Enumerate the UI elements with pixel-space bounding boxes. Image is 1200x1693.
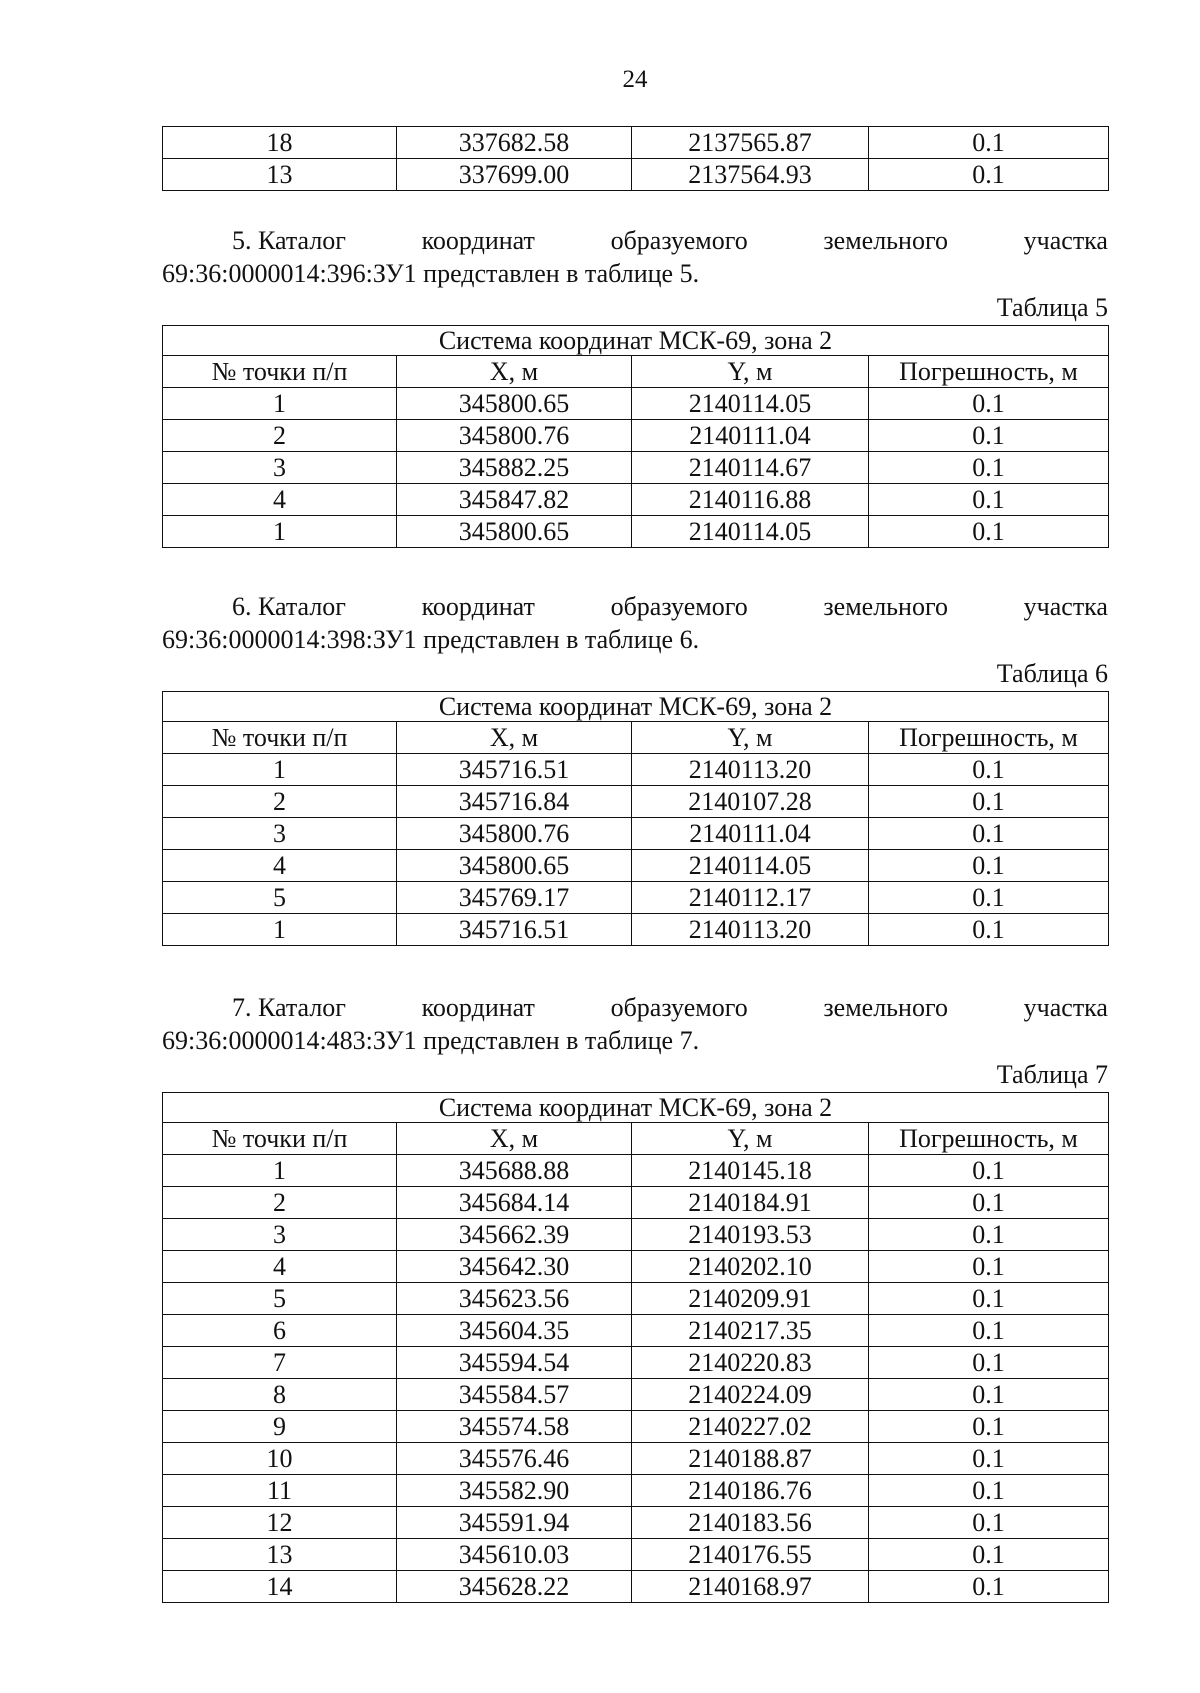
paragraph-word: 6. Каталог: [232, 592, 346, 621]
point-number-cell: 5: [163, 882, 397, 914]
table-row: [163, 420, 1109, 452]
paragraph-word: образуемого: [610, 592, 748, 621]
table-row: [163, 1251, 1109, 1283]
column-header: № точки п/п: [163, 722, 397, 754]
table-row: [163, 1411, 1109, 1443]
paragraph-line-2: 69:36:0000014:483:ЗУ1 представлен в таблице 7.: [162, 1026, 700, 1055]
coords-table-7: [162, 1092, 1109, 1603]
table-row: [163, 484, 1109, 516]
y-coordinate-cell: 2137564.93: [632, 159, 869, 191]
y-coordinate-cell: 2140114.67: [632, 452, 869, 484]
point-number-cell: 10: [163, 1443, 397, 1475]
y-coordinate-cell: 2140217.35: [632, 1315, 869, 1347]
x-coordinate-cell: 337682.58: [397, 127, 632, 159]
paragraph-word: координат: [421, 226, 535, 255]
accuracy-cell: 0.1: [869, 850, 1109, 882]
y-coordinate-cell: 2140176.55: [632, 1539, 869, 1571]
accuracy-cell: 0.1: [869, 1347, 1109, 1379]
accuracy-cell: 0.1: [869, 1251, 1109, 1283]
paragraph-word: координат: [421, 592, 535, 621]
point-number-cell: 8: [163, 1379, 397, 1411]
table-row: [163, 159, 1109, 191]
carry-table: [162, 126, 1109, 191]
table-row: [163, 388, 1109, 420]
x-coordinate-cell: 345610.03: [397, 1539, 632, 1571]
table-row: [163, 1539, 1109, 1571]
column-header: Погрешность, м: [869, 722, 1109, 754]
accuracy-cell: 0.1: [869, 914, 1109, 946]
point-number-cell: 6: [163, 1315, 397, 1347]
y-coordinate-cell: 2140220.83: [632, 1347, 869, 1379]
y-coordinate-cell: 2140209.91: [632, 1283, 869, 1315]
paragraph-word: 5. Каталог: [232, 226, 346, 255]
point-number-cell: 1: [163, 914, 397, 946]
table-row: [163, 882, 1109, 914]
point-number-cell: 1: [163, 516, 397, 548]
column-header: № точки п/п: [163, 356, 397, 388]
point-number-cell: 7: [163, 1347, 397, 1379]
accuracy-cell: 0.1: [869, 420, 1109, 452]
table-row: [163, 1443, 1109, 1475]
y-coordinate-cell: 2140184.91: [632, 1187, 869, 1219]
point-number-cell: 13: [163, 159, 397, 191]
accuracy-cell: 0.1: [869, 1379, 1109, 1411]
accuracy-cell: 0.1: [869, 1155, 1109, 1187]
paragraph-word: образуемого: [610, 226, 748, 255]
accuracy-cell: 0.1: [869, 159, 1109, 191]
point-number-cell: 3: [163, 818, 397, 850]
y-coordinate-cell: 2140114.05: [632, 850, 869, 882]
table-row: [163, 452, 1109, 484]
x-coordinate-cell: 345800.65: [397, 388, 632, 420]
x-coordinate-cell: 345684.14: [397, 1187, 632, 1219]
accuracy-cell: 0.1: [869, 1315, 1109, 1347]
table-row: [163, 1187, 1109, 1219]
coordinate-system-header: Система координат МСК-69, зона 2: [163, 1093, 1109, 1123]
column-header: Погрешность, м: [869, 356, 1109, 388]
point-number-cell: 4: [163, 1251, 397, 1283]
accuracy-cell: 0.1: [869, 388, 1109, 420]
x-coordinate-cell: 345800.65: [397, 850, 632, 882]
table-row: [163, 786, 1109, 818]
accuracy-cell: 0.1: [869, 1571, 1109, 1603]
column-header: № точки п/п: [163, 1123, 397, 1155]
x-coordinate-cell: 345800.76: [397, 420, 632, 452]
table-row: [163, 754, 1109, 786]
accuracy-cell: 0.1: [869, 1219, 1109, 1251]
y-coordinate-cell: 2140183.56: [632, 1507, 869, 1539]
y-coordinate-cell: 2140224.09: [632, 1379, 869, 1411]
point-number-cell: 2: [163, 1187, 397, 1219]
column-header: Y, м: [632, 356, 869, 388]
coordinate-system-row: [163, 1093, 1109, 1123]
x-coordinate-cell: 345882.25: [397, 452, 632, 484]
column-header: X, м: [397, 356, 632, 388]
x-coordinate-cell: 345716.84: [397, 786, 632, 818]
column-header: X, м: [397, 1123, 632, 1155]
x-coordinate-cell: 345574.58: [397, 1411, 632, 1443]
point-number-cell: 4: [163, 484, 397, 516]
table-header-row: [163, 1123, 1109, 1155]
table-row: [163, 516, 1109, 548]
x-coordinate-cell: 345576.46: [397, 1443, 632, 1475]
coordinate-system-row: [163, 692, 1109, 722]
accuracy-cell: 0.1: [869, 818, 1109, 850]
accuracy-cell: 0.1: [869, 1411, 1109, 1443]
y-coordinate-cell: 2140188.87: [632, 1443, 869, 1475]
x-coordinate-cell: 345594.54: [397, 1347, 632, 1379]
coordinate-system-header: Система координат МСК-69, зона 2: [163, 326, 1109, 356]
accuracy-cell: 0.1: [869, 1283, 1109, 1315]
y-coordinate-cell: 2140116.88: [632, 484, 869, 516]
table-row: [163, 1315, 1109, 1347]
y-coordinate-cell: 2140202.10: [632, 1251, 869, 1283]
page-number: 24: [622, 66, 648, 93]
x-coordinate-cell: 345604.35: [397, 1315, 632, 1347]
x-coordinate-cell: 345584.57: [397, 1379, 632, 1411]
y-coordinate-cell: 2140227.02: [632, 1411, 869, 1443]
paragraph-word: участка: [1023, 592, 1108, 621]
accuracy-cell: 0.1: [869, 882, 1109, 914]
y-coordinate-cell: 2140107.28: [632, 786, 869, 818]
x-coordinate-cell: 345800.65: [397, 516, 632, 548]
paragraph-word: образуемого: [610, 993, 748, 1022]
table-row: [163, 1219, 1109, 1251]
point-number-cell: 2: [163, 420, 397, 452]
point-number-cell: 1: [163, 1155, 397, 1187]
paragraph-7: [162, 991, 1108, 1057]
table-row: [163, 1155, 1109, 1187]
point-number-cell: 2: [163, 786, 397, 818]
point-number-cell: 13: [163, 1539, 397, 1571]
y-coordinate-cell: 2140111.04: [632, 818, 869, 850]
point-number-cell: 11: [163, 1475, 397, 1507]
paragraph-line-2: 69:36:0000014:396:ЗУ1 представлен в таблице 5.: [162, 259, 700, 288]
table-row: [163, 850, 1109, 882]
x-coordinate-cell: 345642.30: [397, 1251, 632, 1283]
y-coordinate-cell: 2140113.20: [632, 914, 869, 946]
accuracy-cell: 0.1: [869, 516, 1109, 548]
y-coordinate-cell: 2140114.05: [632, 388, 869, 420]
table-row: [163, 127, 1109, 159]
coords-table-6: [162, 691, 1109, 946]
paragraph-word: 7. Каталог: [232, 993, 346, 1022]
point-number-cell: 9: [163, 1411, 397, 1443]
y-coordinate-cell: 2140193.53: [632, 1219, 869, 1251]
x-coordinate-cell: 345623.56: [397, 1283, 632, 1315]
accuracy-cell: 0.1: [869, 1443, 1109, 1475]
x-coordinate-cell: 345662.39: [397, 1219, 632, 1251]
table-caption: Таблица 5: [996, 293, 1108, 322]
paragraph-word: земельного: [823, 226, 948, 255]
y-coordinate-cell: 2137565.87: [632, 127, 869, 159]
paragraph-5: [162, 224, 1108, 290]
table-row: [163, 1347, 1109, 1379]
table-header-row: [163, 356, 1109, 388]
accuracy-cell: 0.1: [869, 754, 1109, 786]
accuracy-cell: 0.1: [869, 452, 1109, 484]
accuracy-cell: 0.1: [869, 1475, 1109, 1507]
column-header: Y, м: [632, 1123, 869, 1155]
paragraph-6: [162, 590, 1108, 656]
column-header: X, м: [397, 722, 632, 754]
table-row: [163, 1283, 1109, 1315]
column-header: Y, м: [632, 722, 869, 754]
x-coordinate-cell: 345591.94: [397, 1507, 632, 1539]
y-coordinate-cell: 2140186.76: [632, 1475, 869, 1507]
y-coordinate-cell: 2140114.05: [632, 516, 869, 548]
x-coordinate-cell: 345688.88: [397, 1155, 632, 1187]
y-coordinate-cell: 2140111.04: [632, 420, 869, 452]
y-coordinate-cell: 2140112.17: [632, 882, 869, 914]
paragraph-word: участка: [1023, 226, 1108, 255]
accuracy-cell: 0.1: [869, 484, 1109, 516]
paragraph-word: координат: [421, 993, 535, 1022]
x-coordinate-cell: 345582.90: [397, 1475, 632, 1507]
coordinate-system-row: [163, 326, 1109, 356]
paragraph-word: участка: [1023, 993, 1108, 1022]
x-coordinate-cell: 337699.00: [397, 159, 632, 191]
x-coordinate-cell: 345800.76: [397, 818, 632, 850]
x-coordinate-cell: 345716.51: [397, 914, 632, 946]
y-coordinate-cell: 2140168.97: [632, 1571, 869, 1603]
table-row: [163, 818, 1109, 850]
coords-table-5: [162, 325, 1109, 548]
table-caption: Таблица 6: [996, 659, 1108, 688]
y-coordinate-cell: 2140113.20: [632, 754, 869, 786]
table-row: [163, 1571, 1109, 1603]
point-number-cell: 5: [163, 1283, 397, 1315]
point-number-cell: 18: [163, 127, 397, 159]
point-number-cell: 3: [163, 1219, 397, 1251]
paragraph-word: земельного: [823, 993, 948, 1022]
x-coordinate-cell: 345716.51: [397, 754, 632, 786]
paragraph-word: земельного: [823, 592, 948, 621]
accuracy-cell: 0.1: [869, 1507, 1109, 1539]
point-number-cell: 1: [163, 754, 397, 786]
table-row: [163, 1379, 1109, 1411]
table-row: [163, 1507, 1109, 1539]
table-row: [163, 1475, 1109, 1507]
point-number-cell: 12: [163, 1507, 397, 1539]
point-number-cell: 14: [163, 1571, 397, 1603]
table-header-row: [163, 722, 1109, 754]
accuracy-cell: 0.1: [869, 786, 1109, 818]
point-number-cell: 4: [163, 850, 397, 882]
point-number-cell: 3: [163, 452, 397, 484]
point-number-cell: 1: [163, 388, 397, 420]
table-row: [163, 914, 1109, 946]
table-caption: Таблица 7: [996, 1060, 1108, 1089]
x-coordinate-cell: 345847.82: [397, 484, 632, 516]
coordinate-system-header: Система координат МСК-69, зона 2: [163, 692, 1109, 722]
column-header: Погрешность, м: [869, 1123, 1109, 1155]
accuracy-cell: 0.1: [869, 1539, 1109, 1571]
accuracy-cell: 0.1: [869, 1187, 1109, 1219]
accuracy-cell: 0.1: [869, 127, 1109, 159]
y-coordinate-cell: 2140145.18: [632, 1155, 869, 1187]
x-coordinate-cell: 345628.22: [397, 1571, 632, 1603]
paragraph-line-2: 69:36:0000014:398:ЗУ1 представлен в таблице 6.: [162, 625, 700, 654]
x-coordinate-cell: 345769.17: [397, 882, 632, 914]
